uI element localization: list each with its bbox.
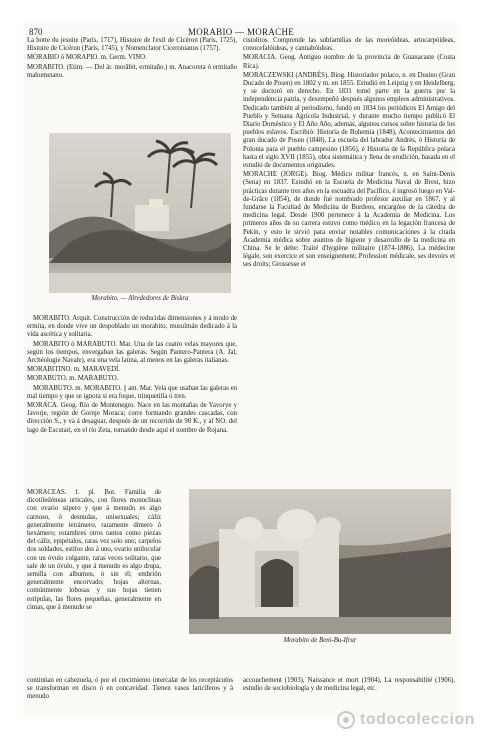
photo-caption: Morabito de Beni-Bu-Ifrur	[283, 637, 357, 644]
watermark-text: todocoleccion	[360, 711, 475, 728]
right-column	[243, 37, 455, 487]
entry-morabitino: MORABITINO. m. MARAVEDÍ.	[27, 366, 120, 374]
entry-morabito: MORABITO. (Etim. — Del ár. morâbit, ermitaño.) m. Anacoreta ó ermitaño mahometano.	[27, 63, 237, 79]
photo-caption: Morabito. — Alrededores de Biskra	[91, 295, 189, 302]
entry-morache: MORACHE (JORGE). Biog. Médico militar francés, n. en Saint-Denis (Sena) en 1837. Estudió en la Escuela de Medicina Naval de Brest, hizo prácticas durante tres años en la escuadra del Pacífico, é ingresó luego en Val-de-Grâce (1854), de donde fué nombrado profesor auxiliar en 1867, y al fundarse la Facultad de Medicina de Burdeos, encargóse de la cátedra de medicina legal. Desde 1900 pertenece á la Academia de Medicina. Los primeros años de su carrera estuvo como médico en la legación francesa de Pekín, y esto le sirvió para enviar notables comunicaciones á la citada Academia médica sobre asuntos de higiene y desarrollo de la medicina en China. Se le debe: Traité d'hygiène militaire (1874-1886), La médecine légale, son exercice et son enseignement; Profession médicale, ses devoirs et ses droits; Grossesse et	[243, 171, 455, 269]
page-number: 870	[29, 27, 43, 37]
entry-moraca: MORACA. Geog. Río de Montenegro. Nace en las montañas de Yavorye y Javorje, región de Gornje Moraca; corre formando grandes cascadas, con dirección S., y va á desaguar, después de un recorrido de 90 K., y al NO. del lago de Escutari, en el río Zeta, tomando desde aquí el nombre de Rojana.	[27, 402, 237, 434]
paragraph: cistolitos. Comprende las subfamilias de las moreóideas, artocarpóideas, conocefalóideas, y cannabóideas.	[243, 37, 455, 53]
watermark	[297, 708, 475, 732]
left-column-narrow	[27, 489, 161, 681]
entry-moracia: MORACIA. Geog. Antiguo nombre de la provincia de Guanacaste (Costa Rica).	[243, 54, 455, 70]
watermark-logo-icon	[337, 711, 355, 729]
running-head: MORABIO — MORACHE	[187, 27, 295, 37]
entry-moraceas: MORÁCEAS. f. pl. Bot. Familia de dicotiledóneas urticales, con flores monoclinas con ovario súpero y que á menudo es algo carnoso, ó desnudas, unisexuales; cáliz generalmente tetrámero, raramente dímero ó hexámero; estambres otros tantos como piezas del cáliz, epipétalos, raras vez solo uno; carpelos dos soldados, estilos dos á uno, ovario unilocular con un óvulo colgante, raras veces solitario, que sale de un óvulo, y que á menudo es algo drupa, semilla con albumen, ó sin él; embrión generalmente encorvado; hojas alternas, comúnmente lobosas y sus hojas tienen estípulas, las flores pequeñas, generalmente en cimas, que á menudo se	[27, 489, 161, 611]
encyclopedia-page	[23, 23, 459, 718]
paragraph-left: continúan en cabezuela, ó por el crecimiento intercalar de los receptáculos se transforman en disco ó en concavidad. Tienen vasos laticíferos y á menudo	[27, 677, 233, 701]
paragraph: La botte du jesuite (París, 1717), Histoire de l'exil de Cicéron (París, 1725), Histoire de Cicéron (París, 1745), y Nomenclator Ciceronianus (1757).	[27, 37, 237, 53]
left-column-top	[27, 37, 237, 133]
photo-beni-bu-ifrur	[189, 489, 451, 634]
entry-morabuto: MORABUTO. m. MARABUTO.	[27, 375, 119, 383]
photo-biskra	[49, 133, 231, 293]
entry-morabio: MORABIO ó MORAPIO. m. Germ. VINO.	[27, 54, 147, 62]
paragraph: MORABITO ó MARABUTO. Mar. Una de las cuatro velas mayores que, según los tiempos, envergaban las galeras. Según Pantero-Pantera (A. Jal, Archéologie Navale), era una vela latina, al menos en las galeras italianas.	[27, 340, 237, 365]
paragraph: MORABUTO. m. MORABITO. || ant. Mar. Vela que usaban las galeras en mal tiempo y que se ignora si era foque, trinquetilla ó tren.	[27, 384, 237, 400]
entry-moraczewski: MORACZEWSKI (ANDRÉS). Biog. Historiador polaco, n. en Dusino (Gran Ducado de Posen) en 1802 y m. en 1855. Estudió en Leipzig y en Heidelberg, y se doctoró en derecho. En 1831 tomó parte en la guerra por la independencia patria, y desempeñó después algunos empleos administrativos. Dedicado también al periodismo, fundó en 1834 los periódicos El Amigo del Pueblo y Semana Agrícola Industrial, y durante mucho tiempo publicó El Diario Doméstico y El Año Año, además, algunos cursos sobre historia de los pueblos eslavos. Escribió: Historia de Bohemia (1848), Acontecimientos del gran ducado de Posen (1848), La escuela del labrador Andrés, ó Historia de Polonia para el pueblo campesino (1856), é Historia de la República polaca hasta el siglo XVII (1855), obra sistemática y llena de erudición, basada en el estudio de documentos originales.	[243, 71, 455, 170]
paragraph: MORABITO. Arquit. Construcción de reducidas dimensiones y á modo de ermita, en donde vive un despoblado un morabito, musulmán dedicado á la vida ascética y solitaria.	[27, 315, 237, 339]
paragraph-right: accouchement (1903), Naissance et mort (1904), La responsabilité (1906), estudio de sociobiología y de medicina legal, etc.	[243, 677, 455, 693]
